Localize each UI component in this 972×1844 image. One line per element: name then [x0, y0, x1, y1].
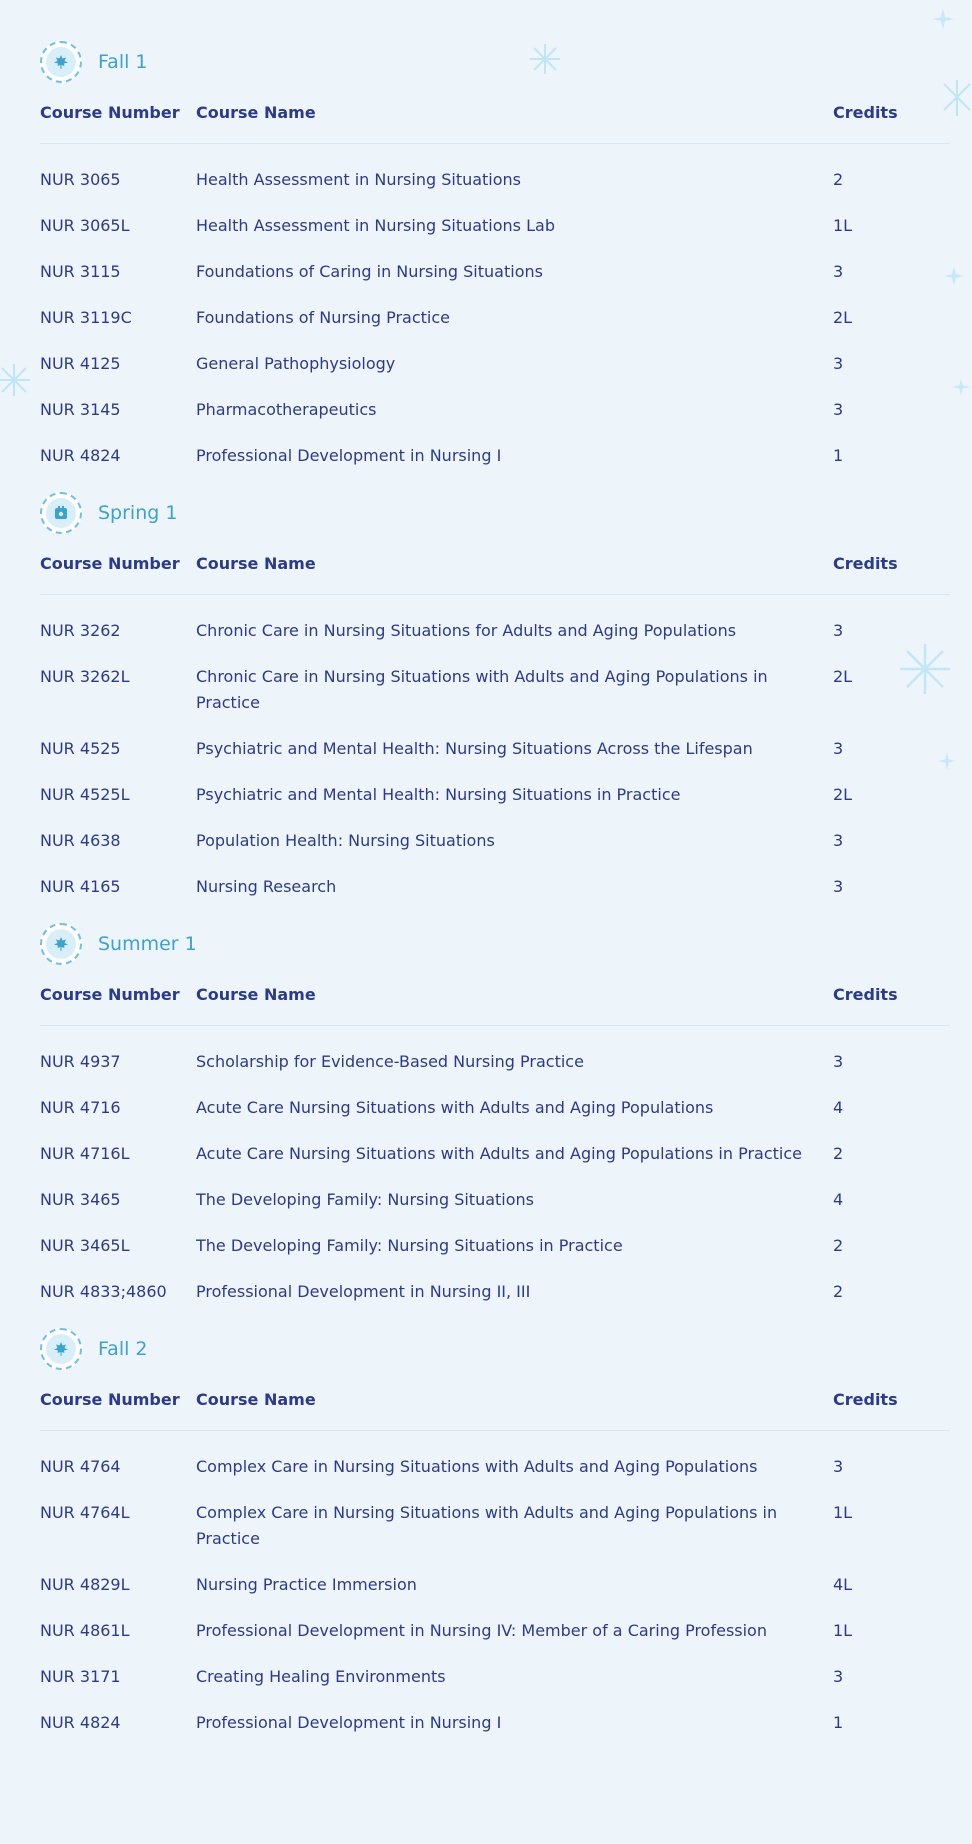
course-credits: 3 — [833, 877, 844, 896]
course-number: NUR 4829L — [40, 1575, 130, 1594]
table-row — [40, 1141, 950, 1167]
course-credits: 4 — [833, 1190, 844, 1209]
course-number: NUR 3065L — [40, 216, 130, 235]
sparkle-icon — [0, 360, 30, 400]
course-credits: 4L — [833, 1575, 853, 1594]
course-name: Acute Care Nursing Situations with Adults and Aging Populations in Practice — [196, 1144, 802, 1163]
course-credits: 3 — [833, 1052, 844, 1071]
term-title: Fall 1 — [98, 51, 148, 73]
course-number: NUR 4764L — [40, 1503, 130, 1522]
header-course-name: Course Name — [196, 554, 316, 573]
course-name: Psychiatric and Mental Health: Nursing Situations Across the Lifespan — [196, 739, 753, 758]
table-row — [40, 259, 950, 285]
table-row — [40, 305, 950, 331]
course-credits: 3 — [833, 1457, 844, 1476]
course-number: NUR 3171 — [40, 1667, 121, 1686]
course-credits: 2 — [833, 170, 844, 189]
course-name: Population Health: Nursing Situations — [196, 831, 495, 850]
course-number: NUR 4125 — [40, 354, 121, 373]
leaf-icon — [53, 54, 69, 70]
course-name: Acute Care Nursing Situations with Adults and Aging Populations — [196, 1098, 714, 1117]
course-number: NUR 3145 — [40, 400, 121, 419]
leaf-icon — [53, 1341, 69, 1357]
course-number: NUR 4525L — [40, 785, 130, 804]
table-row — [40, 736, 950, 762]
course-name: Scholarship for Evidence-Based Nursing Practice — [196, 1052, 584, 1071]
course-credits: 3 — [833, 400, 844, 419]
course-name: Pharmacotherapeutics — [196, 400, 377, 419]
course-name: Professional Development in Nursing I — [196, 446, 502, 465]
course-credits: 2L — [833, 308, 853, 327]
table-row — [40, 1618, 950, 1644]
course-name: Nursing Research — [196, 877, 337, 896]
course-name: Chronic Care in Nursing Situations for Adults and Aging Populations — [196, 621, 737, 640]
term-badge — [40, 1328, 82, 1370]
term-header — [40, 489, 950, 537]
course-number: NUR 4833;4860 — [40, 1282, 167, 1301]
course-number: NUR 3119C — [40, 308, 132, 327]
course-credits: 2L — [833, 785, 853, 804]
course-number: NUR 3465L — [40, 1236, 130, 1255]
sparkle-icon — [952, 378, 970, 396]
table-row — [40, 351, 950, 377]
course-name: Professional Development in Nursing II, III — [196, 1282, 531, 1301]
course-name: The Developing Family: Nursing Situations in Practice — [196, 1236, 623, 1255]
term-section — [40, 920, 950, 1305]
course-credits: 2 — [833, 1236, 844, 1255]
table-row — [40, 782, 950, 808]
table-row — [40, 1572, 950, 1598]
course-number: NUR 4764 — [40, 1457, 121, 1476]
table-row — [40, 1710, 950, 1736]
course-number: NUR 4861L — [40, 1621, 130, 1640]
course-credits: 3 — [833, 1667, 844, 1686]
table-row — [40, 213, 950, 239]
header-course-number: Course Number — [40, 985, 180, 1004]
course-credits: 1 — [833, 1713, 844, 1732]
course-name: Nursing Practice Immersion — [196, 1575, 417, 1594]
term-title: Spring 1 — [98, 502, 178, 524]
table-header-row — [40, 551, 950, 577]
course-name: Chronic Care in Nursing Situations with Adults and Aging Populations in Practice — [196, 667, 768, 712]
course-name: Creating Healing Environments — [196, 1667, 446, 1686]
term-badge — [40, 492, 82, 534]
course-name: Health Assessment in Nursing Situations Lab — [196, 216, 555, 235]
course-name: Complex Care in Nursing Situations with Adults and Aging Populations — [196, 1457, 758, 1476]
header-divider — [40, 1430, 950, 1431]
header-divider — [40, 143, 950, 144]
header-credits: Credits — [833, 554, 898, 573]
table-row — [40, 828, 950, 854]
term-title: Summer 1 — [98, 933, 197, 955]
table-row — [40, 1187, 950, 1213]
table-row — [40, 1454, 950, 1480]
course-number: NUR 3115 — [40, 262, 121, 281]
table-header-row — [40, 982, 950, 1008]
course-credits: 1L — [833, 216, 853, 235]
course-name: Professional Development in Nursing I — [196, 1713, 502, 1732]
course-name: Foundations of Caring in Nursing Situations — [196, 262, 543, 281]
course-number: NUR 3465 — [40, 1190, 121, 1209]
header-divider — [40, 1025, 950, 1026]
curriculum-page — [40, 38, 950, 1756]
course-credits: 3 — [833, 354, 844, 373]
course-credits: 3 — [833, 831, 844, 850]
course-credits: 2 — [833, 1282, 844, 1301]
course-credits: 3 — [833, 621, 844, 640]
table-row — [40, 1500, 950, 1552]
term-badge — [40, 923, 82, 965]
term-header — [40, 920, 950, 968]
header-credits: Credits — [833, 103, 898, 122]
course-credits: 1L — [833, 1503, 853, 1522]
leaf-icon — [53, 936, 69, 952]
course-number: NUR 4165 — [40, 877, 121, 896]
header-course-number: Course Number — [40, 103, 180, 122]
course-credits: 3 — [833, 262, 844, 281]
term-header — [40, 1325, 950, 1373]
header-course-name: Course Name — [196, 985, 316, 1004]
course-number: NUR 4716L — [40, 1144, 130, 1163]
table-row — [40, 664, 950, 716]
course-number: NUR 3065 — [40, 170, 121, 189]
term-badge — [40, 41, 82, 83]
course-name: Foundations of Nursing Practice — [196, 308, 450, 327]
course-name: Psychiatric and Mental Health: Nursing Situations in Practice — [196, 785, 681, 804]
course-number: NUR 3262L — [40, 667, 130, 686]
table-row — [40, 443, 950, 469]
term-section — [40, 489, 950, 900]
table-row — [40, 1095, 950, 1121]
table-row — [40, 1049, 950, 1075]
header-course-name: Course Name — [196, 103, 316, 122]
course-credits: 1 — [833, 446, 844, 465]
course-name: Complex Care in Nursing Situations with Adults and Aging Populations in Practice — [196, 1503, 778, 1548]
course-name: Professional Development in Nursing IV: Member of a Caring Profession — [196, 1621, 767, 1640]
header-course-number: Course Number — [40, 554, 180, 573]
header-credits: Credits — [833, 985, 898, 1004]
table-row — [40, 618, 950, 644]
course-credits: 2L — [833, 667, 853, 686]
table-row — [40, 167, 950, 193]
term-section — [40, 38, 950, 469]
table-row — [40, 1279, 950, 1305]
course-name: The Developing Family: Nursing Situations — [196, 1190, 534, 1209]
course-name: Health Assessment in Nursing Situations — [196, 170, 522, 189]
course-name: General Pathophysiology — [196, 354, 396, 373]
course-number: NUR 4937 — [40, 1052, 121, 1071]
sparkle-icon — [932, 8, 954, 30]
term-title: Fall 2 — [98, 1338, 148, 1360]
course-number: NUR 4824 — [40, 446, 121, 465]
table-row — [40, 397, 950, 423]
header-divider — [40, 594, 950, 595]
calendar-icon — [53, 505, 69, 521]
table-row — [40, 1233, 950, 1259]
header-course-name: Course Name — [196, 1390, 316, 1409]
header-credits: Credits — [833, 1390, 898, 1409]
course-number: NUR 4525 — [40, 739, 121, 758]
term-section — [40, 1325, 950, 1736]
term-header — [40, 38, 950, 86]
course-number: NUR 4824 — [40, 1713, 121, 1732]
course-credits: 4 — [833, 1098, 844, 1117]
course-credits: 1L — [833, 1621, 853, 1640]
header-course-number: Course Number — [40, 1390, 180, 1409]
table-row — [40, 1664, 950, 1690]
course-number: NUR 4716 — [40, 1098, 121, 1117]
table-row — [40, 874, 950, 900]
course-number: NUR 4638 — [40, 831, 121, 850]
course-credits: 2 — [833, 1144, 844, 1163]
course-number: NUR 3262 — [40, 621, 121, 640]
course-credits: 3 — [833, 739, 844, 758]
table-header-row — [40, 1387, 950, 1413]
table-header-row — [40, 100, 950, 126]
